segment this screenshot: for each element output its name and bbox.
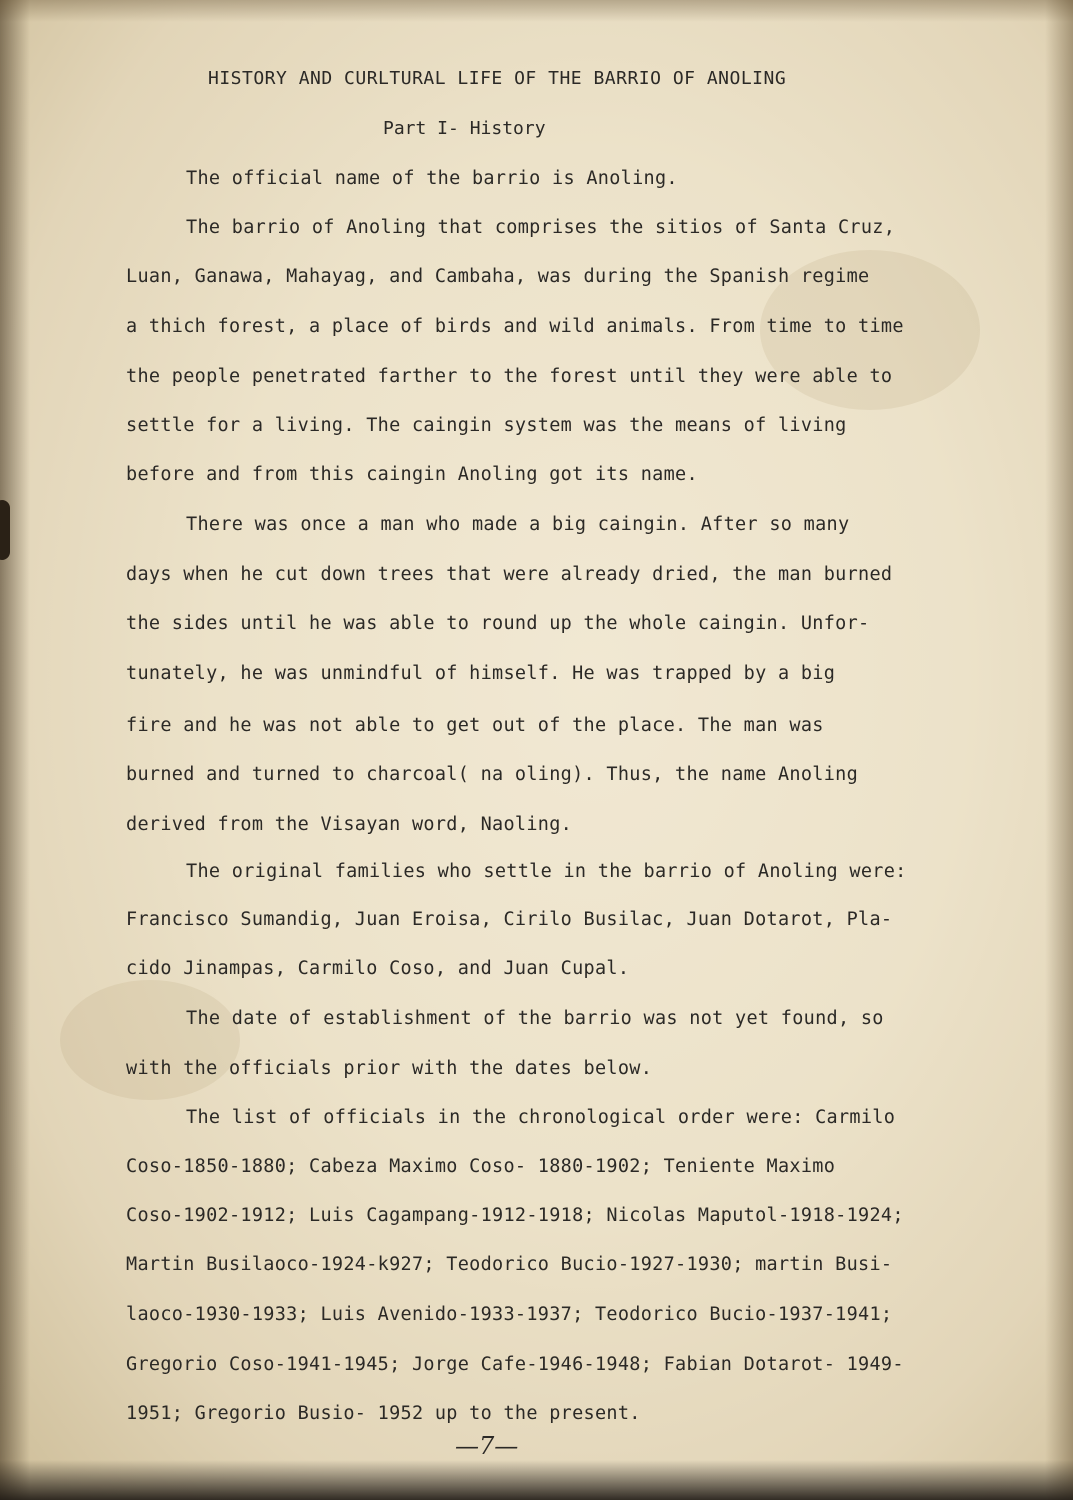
text-line: Coso-1902-1912; Luis Cagampang-1912-1918; Nicolas Maputol-1918-1924; — [126, 1205, 904, 1226]
text-line: The original families who settle in the barrio of Anoling were: — [186, 861, 907, 882]
text-line: Coso-1850-1880; Cabeza Maximo Coso- 1880-1902; Teniente Maximo — [126, 1156, 836, 1177]
text-line: tunately, he was unmindful of himself. He was trapped by a big — [126, 663, 836, 684]
text-line: cido Jinampas, Carmilo Coso, and Juan Cupal. — [126, 958, 630, 979]
text-line: Francisco Sumandig, Juan Eroisa, Cirilo Busilac, Juan Dotarot, Pla- — [126, 909, 893, 930]
text-line: laoco-1930-1933; Luis Avenido-1933-1937; Teodorico Bucio-1937-1941; — [126, 1304, 893, 1325]
text-line: with the officials prior with the dates below. — [126, 1058, 653, 1079]
text-line: before and from this caingin Anoling got its name. — [126, 464, 698, 485]
paper-stain — [60, 980, 240, 1100]
page-number: —7— — [455, 1432, 519, 1460]
text-line: burned and turned to charcoal( na oling). Thus, the name Anoling — [126, 764, 859, 785]
text-line: 1951; Gregorio Busio- 1952 up to the present. — [126, 1403, 641, 1424]
text-line: settle for a living. The caingin system was the means of living — [126, 415, 847, 436]
left-edge-shadow — [0, 0, 30, 1500]
document-title: HISTORY AND CURLTURAL LIFE OF THE BARRIO OF ANOLING — [208, 68, 787, 89]
text-line: The official name of the barrio is Anoling. — [186, 168, 678, 189]
text-line: The barrio of Anoling that comprises the sitios of Santa Cruz, — [186, 217, 896, 238]
text-line: Martin Busilaoco-1924-k927; Teodorico Bucio-1927-1930; martin Busi- — [126, 1254, 893, 1275]
text-line: days when he cut down trees that were already dried, the man burned — [126, 564, 893, 585]
text-line: There was once a man who made a big caingin. After so many — [186, 514, 850, 535]
text-line: a thich forest, a place of birds and wild animals. From time to time — [126, 316, 904, 337]
text-line: The list of officials in the chronological order were: Carmilo — [186, 1107, 896, 1128]
text-line: The date of establishment of the barrio was not yet found, so — [186, 1008, 884, 1029]
text-line: derived from the Visayan word, Naoling. — [126, 814, 573, 835]
text-line: Gregorio Coso-1941-1945; Jorge Cafe-1946-1948; Fabian Dotarot- 1949- — [126, 1354, 904, 1375]
text-line: Luan, Ganawa, Mahayag, and Cambaha, was during the Spanish regime — [126, 266, 870, 287]
bottom-edge-shadow — [0, 1460, 1073, 1500]
binding-hole — [0, 500, 10, 560]
document-subtitle: Part I- History — [383, 118, 546, 139]
text-line: the people penetrated farther to the forest until they were able to — [126, 366, 893, 387]
top-edge-shadow — [0, 0, 1073, 22]
text-line: the sides until he was able to round up the whole caingin. Unfor- — [126, 613, 870, 634]
text-line: fire and he was not able to get out of the place. The man was — [126, 715, 824, 736]
right-edge-shadow — [1045, 0, 1073, 1500]
